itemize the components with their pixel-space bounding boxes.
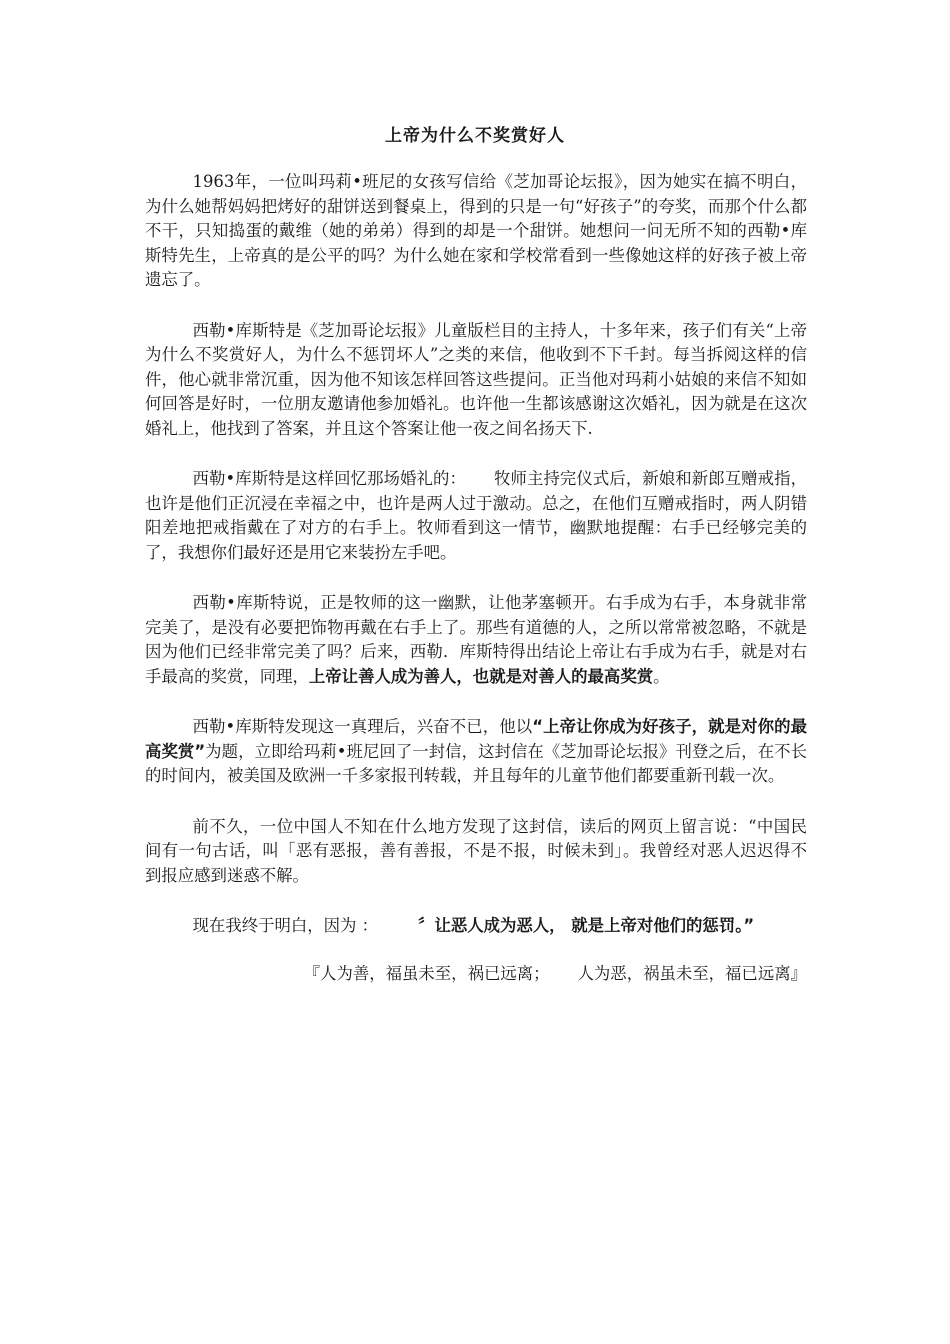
paragraph-5-bold: “上帝让你成为好孩子，就是对你的最高奖赏” (145, 717, 807, 761)
document-body (145, 170, 807, 1012)
closing-proverb (145, 962, 807, 987)
paragraph-5-rest: 为题，立即给玛莉•班尼回了一封信，这封信在《芝加哥论坛报》刊登之后，在不长的时间内，被美国及欧洲一千多家报刊转载，并且每年的儿童节他们都要重新刊载一次。 (145, 741, 807, 785)
paragraph-5 (145, 715, 807, 789)
proverb-part-2: 人为恶，祸虽未至，福已远离』 (577, 963, 807, 983)
paragraph-4 (145, 591, 807, 689)
proverb-part-1: 『人为善，福虽未至，祸已远离； (303, 963, 550, 983)
document-title: 上帝为什么不奖赏好人 (385, 126, 565, 146)
paragraph-7-bold: 〞让恶人成为恶人， 就是上帝对他们的惩罚。” (418, 916, 755, 935)
paragraph-2: 西勒•库斯特是《芝加哥论坛报》儿童版栏目的主持人，十多年来，孩子们有关“上帝为什么不奖赏好人，为什么不惩罚坏人”之类的来信，他收到不下千封。每当拆阅这样的信件，他心就非常沉重，因为他不知该怎样回答这些提问。正当他对玛莉小姑娘的来信不知如何回答是好时，一位朋友邀请他参加婚礼。也许他一生都该感谢这次婚礼，因为就是在这次婚礼上，他找到了答案，并且这个答案让他一夜之间名扬天下. (145, 320, 807, 438)
paragraph-4-end: 。 (653, 666, 670, 686)
paragraph-3 (145, 467, 807, 565)
paragraph-3-intro: 西勒•库斯特是这样回忆那场婚礼的： (192, 469, 466, 488)
paragraph-5-lead: 西勒•库斯特发现这一真理后，兴奋不已，他以 (192, 717, 533, 736)
paragraph-3-body: 牧师主持完仪式后，新娘和新郎互赠戒指，也许是他们正沉浸在幸福之中，也许是两人过于激动。总之，在他们互赠戒指时，两人阴错阳差地把戒指戴在了对方的右手上。牧师看到这一情节，幽默地提醒：右手已经够完美的了，我想你们最好还是用它来装扮左手吧。 (145, 469, 807, 562)
paragraph-6: 前不久，一位中国人不知在什么地方发现了这封信，读后的网页上留言说：“中国民间有一句古话，叫「恶有恶报，善有善报，不是不报，时候未到」。我曾经对恶人迟迟得不到报应感到迷惑不解。 (145, 816, 807, 885)
paragraph-4-bold: 上帝让善人成为善人，也就是对善人的最高奖赏 (308, 666, 654, 686)
paragraph-1: 1963年，一位叫玛莉•班尼的女孩写信给《芝加哥论坛报》，因为她实在搞不明白，为什么她帮妈妈把烤好的甜饼送到餐桌上，得到的只是一句“好孩子”的夸奖，而那个什么都不干，只知捣蛋的戴维（她的弟弟）得到的却是一个甜饼。她想问一问无所不知的西勒•库斯特先生，上帝真的是公平的吗？为什么她在家和学校常看到一些像她这样的好孩子被上帝遗忘了。 (145, 172, 807, 289)
paragraph-7 (145, 914, 807, 939)
paragraph-7-lead: 现在我终于明白，因为 ： (192, 916, 379, 935)
paragraph-4-text: 西勒•库斯特说，正是牧师的这一幽默，让他茅塞顿开。右手成为右手，本身就非常完美了，是没有必要把饰物再戴在右手上了。那些有道德的人，之所以常常被忽略，不就是因为他们已经非常完美了吗？后来，西勒．库斯特得出结论上帝让右手成为右手，就是对右手最高的奖赏，同理， (145, 593, 807, 686)
